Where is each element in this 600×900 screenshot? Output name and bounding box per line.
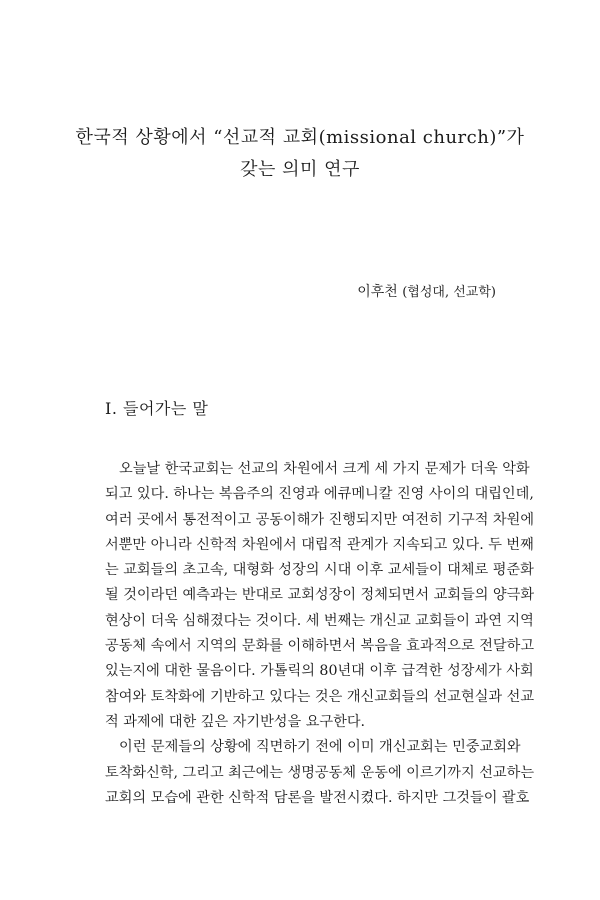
text-line: 공동체 속에서 지역의 문화를 이해하면서 복음을 효과적으로 전달하고 [105, 638, 535, 655]
text-line: 이런 문제들의 상황에 직면하기 전에 이미 개신교회는 민중교회와 [119, 739, 521, 756]
text-line: 현상이 더욱 심해졌다는 것이다. 세 번째는 개신교 교회들이 과연 지역 [105, 612, 534, 629]
paper-title-line-2: 갖는 의미 연구 [240, 159, 360, 180]
text-line: 될 것이라던 예측과는 반대로 교회성장이 정체되면서 교회들의 양극화 [105, 587, 535, 604]
text-line: 는 교회들의 초고속, 대형화 성장의 시대 이후 교세들이 대체로 평준화 [105, 562, 534, 579]
body-text [105, 457, 535, 811]
author-line [357, 282, 496, 303]
text-line: 오늘날 한국교회는 선교의 차원에서 크게 세 가지 문제가 더욱 악화 [119, 461, 530, 477]
text-line: 교회의 모습에 관한 신학적 담론을 발전시켰다. 하지만 그것들이 괄호 [105, 789, 530, 806]
text-line: 적 과제에 대한 깊은 자기반성을 요구한다. [105, 713, 366, 730]
text-line: 있는지에 대한 물음이다. 가톨릭의 80년대 이후 급격한 성장세가 사회 [105, 663, 534, 680]
text-line: 토착화신학, 그리고 최근에는 생명공동체 운동에 이르기까지 선교하는 [105, 764, 535, 781]
text-line: 참여와 토착화에 기반하고 있다는 것은 개신교회들의 선교현실과 선교 [105, 688, 535, 705]
paper-title-line-1: 한국적 상황에서 “선교적 교회(missional church)”가 [75, 127, 525, 148]
paragraph-2 [105, 735, 535, 811]
section-heading: I. 들어가는 말 [105, 399, 209, 418]
author-affiliation: (협성대, 선교학) [402, 285, 496, 300]
author-name: 이후천 [357, 284, 398, 300]
text-line: 여러 곳에서 통전적이고 공동이해가 진행되지만 여전히 기구적 차원에 [105, 511, 535, 528]
paper-title [0, 122, 600, 186]
paragraph-1 [105, 457, 535, 735]
text-line: 서뿐만 아니라 신학적 차원에서 대립적 관계가 지속되고 있다. 두 번째 [105, 536, 534, 553]
text-line: 되고 있다. 하나는 복음주의 진영과 에큐메니칼 진영 사이의 대립인데, [105, 486, 534, 503]
